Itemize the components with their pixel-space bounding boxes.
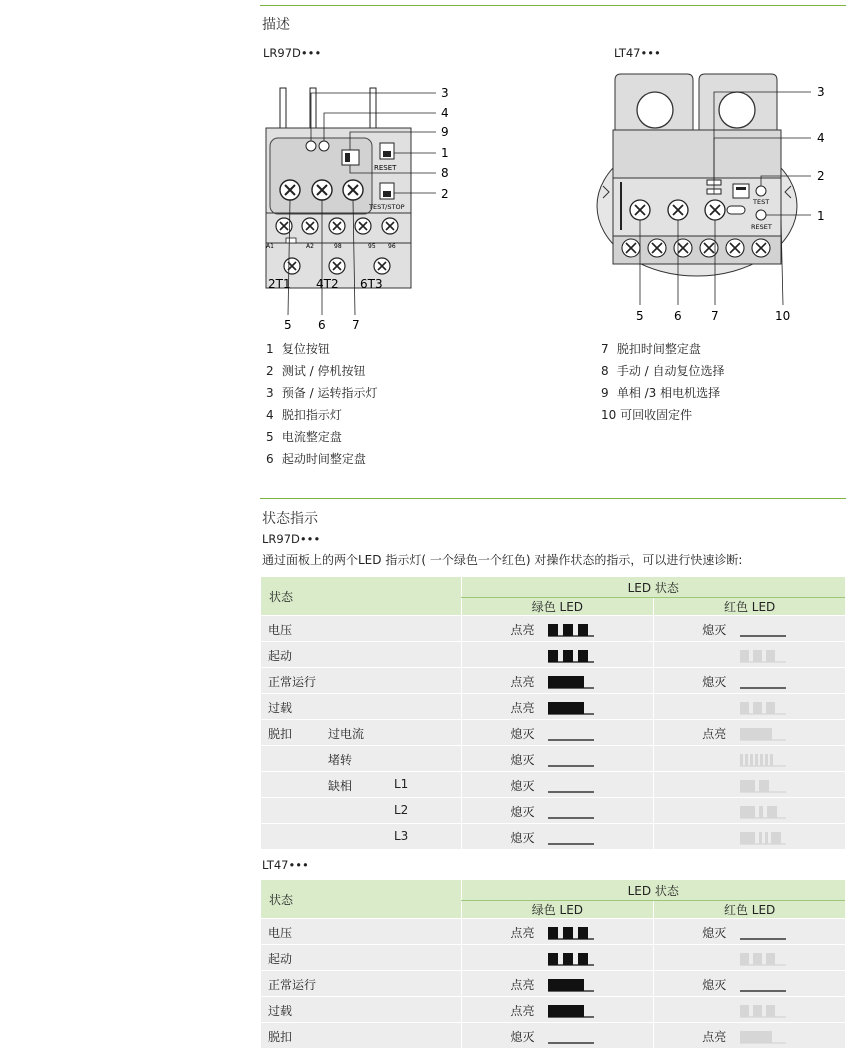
table-row (261, 772, 845, 798)
list-item: 1 复位按钮 (266, 342, 330, 356)
green-led-cell: 点亮 (461, 919, 654, 945)
table-row (261, 798, 845, 824)
row-state: 起动 (261, 642, 461, 668)
svg-text:5: 5 (636, 309, 644, 323)
red-led-cell (654, 694, 845, 720)
parts-list-left (266, 338, 378, 470)
svg-text:3: 3 (441, 86, 449, 100)
svg-text:5: 5 (284, 318, 292, 332)
svg-text:4T2: 4T2 (316, 277, 339, 291)
row-state: 堵转 (261, 746, 461, 772)
header-green-led: 绿色 LED (461, 901, 654, 919)
table-row (261, 746, 845, 772)
svg-text:RESET: RESET (751, 223, 772, 231)
table-row (261, 945, 845, 971)
list-item: 9 单相 /3 相电机选择 (601, 386, 721, 400)
led-pattern-off (548, 777, 594, 793)
led-pattern-ghost3 (740, 647, 786, 663)
row-state: 正常运行 (261, 668, 461, 694)
led-pattern-solid (548, 1002, 594, 1018)
list-item: 4 脱扣指示灯 (266, 408, 342, 422)
svg-text:RESET: RESET (374, 164, 397, 172)
red-led-cell: 点亮 (654, 1023, 845, 1049)
led-pattern-blink3 (548, 647, 594, 663)
svg-text:2T1: 2T1 (268, 277, 291, 291)
svg-text:95: 95 (368, 243, 376, 250)
parts-list-right (601, 338, 725, 426)
red-led-cell (654, 824, 845, 850)
svg-text:9: 9 (441, 125, 449, 139)
svg-text:A1: A1 (266, 243, 274, 250)
lt47-diagram (595, 70, 835, 330)
led-pattern-off (548, 751, 594, 767)
svg-text:3: 3 (817, 85, 825, 99)
list-item: 7 脱扣时间整定盘 (601, 342, 701, 356)
list-item: 2 测试 / 停机按钮 (266, 364, 366, 378)
svg-text:TEST/STOP: TEST/STOP (369, 203, 405, 211)
led-pattern-off (740, 673, 786, 689)
red-led-cell (654, 642, 845, 668)
status-table-lr97d (261, 577, 845, 850)
red-led-cell (654, 997, 845, 1023)
led-pattern-off (548, 1028, 594, 1044)
row-state: L3 (261, 824, 461, 850)
led-pattern-solid (548, 976, 594, 992)
row-state: L2 (261, 798, 461, 824)
led-pattern-off (740, 621, 786, 637)
led-pattern-ghostL1 (740, 777, 786, 793)
led-pattern-ghostsolid (740, 1028, 786, 1044)
led-pattern-solid (548, 699, 594, 715)
led-pattern-ghost3 (740, 950, 786, 966)
red-led-cell (654, 772, 845, 798)
led-pattern-ghostsolid (740, 725, 786, 741)
led-pattern-ghost3 (740, 699, 786, 715)
red-led-cell: 熄灭 (654, 971, 845, 997)
green-led-cell: 熄灭 (461, 746, 654, 772)
header-led-state: LED 状态 (461, 577, 845, 598)
svg-text:A2: A2 (306, 243, 314, 250)
svg-text:2: 2 (817, 169, 825, 183)
green-led-cell: 熄灭 (461, 798, 654, 824)
row-state: 过载 (261, 997, 461, 1023)
table-row (261, 694, 845, 720)
led-pattern-ghostL3 (740, 829, 786, 845)
green-led-cell: 点亮 (461, 616, 654, 642)
row-state: 脱扣 (261, 1023, 461, 1049)
red-led-cell: 熄灭 (654, 919, 845, 945)
table-row (261, 971, 845, 997)
green-led-cell: 点亮 (461, 997, 654, 1023)
led-pattern-ghost6 (740, 751, 786, 767)
row-state: 电压 (261, 616, 461, 642)
list-item: 5 电流整定盘 (266, 430, 342, 444)
header-green-led: 绿色 LED (461, 598, 654, 616)
green-led-cell: 熄灭 (461, 1023, 654, 1049)
row-state: 缺相 L1 (261, 772, 461, 798)
led-circle-icon (306, 141, 316, 151)
table-row (261, 1023, 845, 1049)
svg-text:1: 1 (441, 146, 449, 160)
row-state: 脱扣 过电流 (261, 720, 461, 746)
led-pattern-blink3 (548, 950, 594, 966)
table-row (261, 668, 845, 694)
led-pattern-off (548, 829, 594, 845)
red-led-cell (654, 746, 845, 772)
header-red-led: 红色 LED (654, 901, 845, 919)
svg-text:98: 98 (334, 243, 342, 250)
list-item: 3 预备 / 运转指示灯 (266, 386, 378, 400)
led-pattern-off (740, 976, 786, 992)
table-row (261, 824, 845, 850)
model-label-table1: LR97D••• (262, 532, 321, 546)
section-rule-status (260, 498, 846, 499)
led-pattern-blink3 (548, 924, 594, 940)
green-led-cell (461, 945, 654, 971)
header-state: 状态 (261, 577, 461, 616)
green-led-cell: 熄灭 (461, 720, 654, 746)
table-row (261, 616, 845, 642)
list-item: 6 起动时间整定盘 (266, 452, 366, 466)
row-state: 电压 (261, 919, 461, 945)
led-pattern-off (740, 924, 786, 940)
svg-text:7: 7 (352, 318, 360, 332)
red-led-cell: 熄灭 (654, 616, 845, 642)
table-row (261, 720, 845, 746)
red-led-cell: 点亮 (654, 720, 845, 746)
svg-text:4: 4 (441, 106, 449, 120)
green-led-cell (461, 642, 654, 668)
status-table-lt47 (261, 880, 845, 1049)
red-led-cell: 熄灭 (654, 668, 845, 694)
svg-text:4: 4 (817, 131, 825, 145)
intro-text: 通过面板上的两个LED 指示灯( 一个绿色一个红色) 对操作状态的指示，可以进行快速诊断: (262, 553, 743, 567)
row-state: 正常运行 (261, 971, 461, 997)
red-led-cell (654, 798, 845, 824)
green-led-cell: 熄灭 (461, 772, 654, 798)
led-pattern-ghost3 (740, 1002, 786, 1018)
list-item: 10 可回收固定件 (601, 408, 693, 422)
svg-text:6T3: 6T3 (360, 277, 383, 291)
header-state: 状态 (261, 880, 461, 919)
lr97d-diagram (258, 80, 458, 335)
led-pattern-blink3 (548, 621, 594, 637)
svg-text:10: 10 (775, 309, 791, 323)
led-pattern-off (548, 803, 594, 819)
green-led-cell: 点亮 (461, 668, 654, 694)
header-red-led: 红色 LED (654, 598, 845, 616)
list-item: 8 手动 / 自动复位选择 (601, 364, 725, 378)
svg-text:7: 7 (711, 309, 719, 323)
table-row (261, 919, 845, 945)
led-pattern-solid (548, 673, 594, 689)
row-state: 起动 (261, 945, 461, 971)
green-led-cell: 点亮 (461, 971, 654, 997)
svg-text:6: 6 (674, 309, 682, 323)
svg-text:96: 96 (388, 243, 396, 250)
model-label-lt47: LT47••• (614, 46, 661, 60)
svg-text:6: 6 (318, 318, 326, 332)
svg-text:1: 1 (817, 209, 825, 223)
row-state: 过载 (261, 694, 461, 720)
section-title-status: 状态指示 (262, 511, 318, 527)
model-label-table2: LT47••• (262, 858, 309, 872)
table-row (261, 642, 845, 668)
svg-text:TEST: TEST (753, 198, 770, 206)
svg-text:8: 8 (441, 166, 449, 180)
header-led-state: LED 状态 (461, 880, 845, 901)
green-led-cell: 熄灭 (461, 824, 654, 850)
led-pattern-off (548, 725, 594, 741)
section-title-description: 描述 (262, 17, 290, 33)
green-led-cell: 点亮 (461, 694, 654, 720)
model-label-lr97d: LR97D••• (263, 46, 322, 60)
red-led-cell (654, 945, 845, 971)
table-row (261, 997, 845, 1023)
led-pattern-ghostL2 (740, 803, 786, 819)
svg-text:2: 2 (441, 187, 449, 201)
section-rule-top (260, 5, 846, 6)
